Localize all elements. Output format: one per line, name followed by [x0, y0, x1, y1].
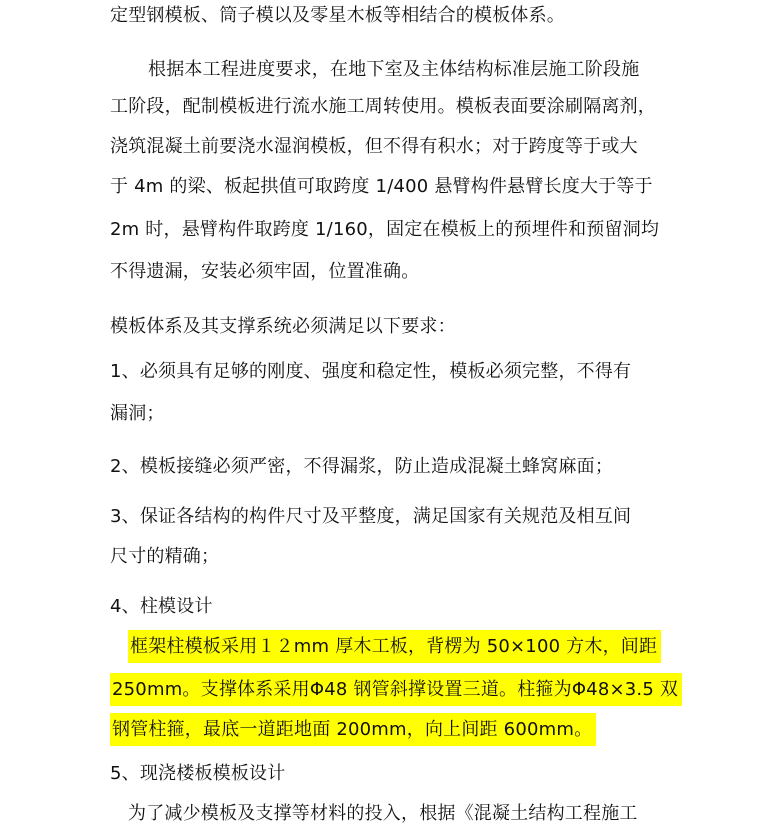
paragraph-start-line: 根据本工程进度要求，在地下室及主体结构标准层施工阶段施: [148, 59, 640, 80]
section-heading-column-formwork: 4、柱模设计: [110, 596, 213, 617]
highlighted-line-3: [110, 718, 596, 742]
highlight-mark: 钢管柱箍，最底一道距地面 200mm，向上间距 600mm。: [110, 713, 596, 746]
requirement-3-line-2: 尺寸的精确；: [110, 546, 220, 567]
requirements-intro: 模板体系及其支撑系统必须满足以下要求：: [110, 316, 456, 337]
requirement-2: 2、模板接缝必须严密，不得漏浆，防止造成混凝土蜂窝麻面；: [110, 456, 614, 477]
text-line-3: 工阶段，配制模板进行流水施工周转使用。模板表面要涂刷隔离剂，: [110, 96, 656, 117]
text-line-4: 浇筑混凝土前要浇水湿润模板，但不得有积水；对于跨度等于或大: [110, 136, 638, 157]
highlight-mark: 框架柱模板采用１２mm 厚木工板，背楞为 50×100 方木，间距: [128, 630, 661, 663]
highlighted-line-1: [128, 635, 661, 659]
text-line-6: 2m 时，悬臂构件取跨度 1/160，固定在模板上的预埋件和预留洞均: [110, 219, 660, 240]
requirement-1-line-2: 漏洞；: [110, 403, 165, 424]
text-line-5: 于 4m 的梁、板起拱值可取跨度 1/400 悬臂构件悬臂长度大于等于: [110, 176, 653, 197]
requirement-3-line-1: 3、保证各结构的构件尺寸及平整度，满足国家有关规范及相互间: [110, 506, 632, 527]
highlighted-line-2: [110, 678, 682, 702]
text-line-last: 为了减少模板及支撑等材料的投入，根据《混凝土结构工程施工: [128, 803, 638, 824]
section-heading-slab-formwork: 5、现浇楼板模板设计: [110, 763, 286, 784]
text-line-7: 不得遗漏，安装必须牢固，位置准确。: [110, 261, 420, 282]
highlight-mark: 250mm。支撑体系采用Φ48 钢管斜撑设置三道。柱箍为Φ48×3.5 双: [110, 673, 682, 706]
text-line-1: 定型钢模板、筒子模以及零星木板等相结合的模板体系。: [110, 5, 565, 26]
requirement-1-line-1: 1、必须具有足够的刚度、强度和稳定性，模板必须完整，不得有: [110, 361, 632, 382]
